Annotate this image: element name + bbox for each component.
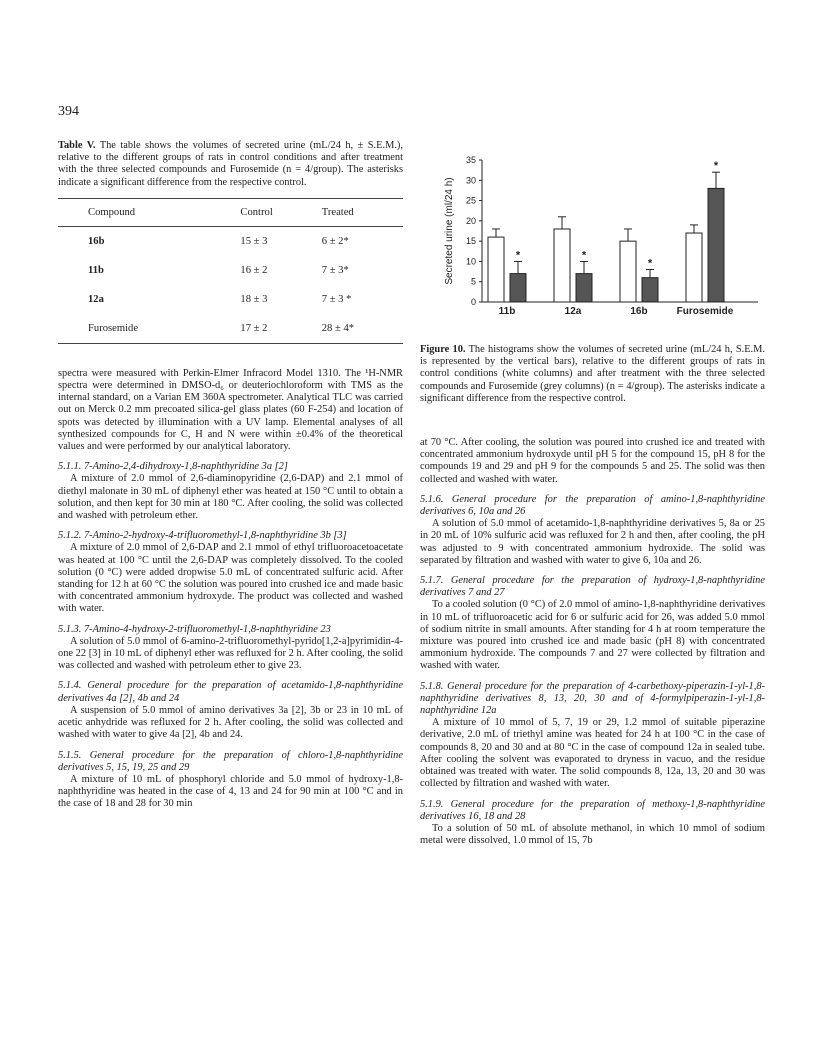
cell-control: 18 ± 3 (240, 293, 268, 305)
figure-caption (420, 344, 765, 405)
section-heading-5-1-2: 5.1.2. 7-Amino-2-hydroxy-4-trifluoromethyl-1,8-naphthyridine 3b [3] (58, 530, 347, 542)
y-tick-label: 20 (465, 215, 476, 226)
x-tick-label: 16b (630, 306, 648, 317)
x-tick-label: 11b (498, 306, 516, 317)
section-heading-5-1-1: 5.1.1. 7-Amino-2,4-dihydroxy-1,8-naphthyridine 3a [2] (58, 461, 288, 473)
figure-caption-text: The histograms show the volumes of secreted urine (mL/24 h, S.E.M. is represented by the vertical bars), relative to the different groups of rats in control conditions (white columns) and after treatment with the three selected compounds and Furosemide (grey columns) (n = 4/group). The asterisks indicate a significant difference from the respective control. (420, 344, 765, 404)
cell-compound: 12a (88, 293, 104, 305)
table-row (58, 314, 403, 344)
y-tick-label: 0 (470, 297, 476, 307)
paragraph-5-1-2: A mixture of 2.0 mmol of 2,6-DAP and 2.1 mmol of ethyl trifluoroacetoacetate was heated at 100 °C until the 2,6-DAP was completely dissolved. To the cooled solution (0 °C) were added dropwise 5.0 mL of concentrated sulfuric acid. After standing for 12 h at 60 °C the solution was poured into crushed ice and made basic with concentrated ammonium hydroxyde. The product was collected and washed with water. (58, 542, 403, 615)
cell-control: 17 ± 2 (240, 314, 321, 344)
paragraph-continued: at 70 °C. After cooling, the solution was poured into crushed ice and treated with concentrated ammonium hydroxyde until pH 5 for the compound 15, pH 8 for the compounds 19 and 29 and pH 9 for the compounds 5 and 25. The solid was then collected and washed with water. (420, 437, 765, 485)
cell-treated: 28 ± 4* (322, 314, 403, 344)
cell-compound: 16b (88, 235, 105, 247)
paragraph-spectra: spectra were measured with Perkin-Elmer Infracord Model 1310. The ¹H-NMR spectra were determined in DMSO-d₆ or deuteriochloroform with TMS as the internal standard, on a Varian EM 360A spectrometer. Analytical TLC was carried out on Merck 0.2 mm precoated silica-gel glass plates (60 F-254) and location of spots was detected by illumination with a UV lamp. Elemental analyses of all synthesized compounds for C, H and N were within ±0.4% of the theoretical values and were performed by our analytical laboratory. (58, 367, 403, 453)
significance-asterisk: * (647, 257, 653, 270)
control-bar (488, 237, 504, 302)
y-axis-label: Secreted urine (ml/24 h) (444, 177, 455, 285)
x-tick-label: 12a (564, 306, 582, 317)
treated-bar (708, 188, 724, 302)
table-caption-text: The table shows the volumes of secreted urine (mL/24 h, ± S.E.M.), relative to the different groups of rats in control conditions and after treatment with the three selected compounds and Furosemide (n = 4/group). The asterisks indicate a significant difference from the respective control. (58, 140, 403, 188)
paragraph-5-1-8: A mixture of 10 mmol of 5, 7, 19 or 29, 1.2 mmol of suitable piperazine derivative, 2.0 mL of triethyl amine was heated for 24 h at 100 °C in the case of compounds 8, 20 and 30 and at 80 °C in the case of compound 12a in sealed tube. After cooling the solvent was evaporated to dryness in vacuo, and the residue obtained was treated with water. The solid compounds 8, 12a, 13, 20 and 30 was collected by filtration and washed with water. (420, 717, 765, 790)
bar-chart (440, 150, 760, 322)
header-control: Control (240, 198, 321, 226)
cell-treated: 6 ± 2* (321, 235, 349, 247)
paragraph-5-1-4: A suspension of 5.0 mmol of amino derivatives 3a [2], 3b or 23 in 10 mL of acetic anhydride was refluxed for 2 h. After cooling, the solid was collected and washed with water to give 4a [2], 4b and 24. (58, 704, 403, 741)
table-row (58, 256, 403, 285)
treated-bar (576, 274, 592, 302)
section-heading-5-1-8: 5.1.8. General procedure for the preparation of 4-carbethoxy-piperazin-1-yl-1,8-naphthyridine derivatives 8, 13, 20, 30 and of 4-formylpiperazin-1-yl-1,8-naphthyridine 12a (420, 680, 765, 717)
figure-10-chart (440, 150, 760, 322)
figure-caption-label: Figure 10. (420, 344, 466, 355)
control-bar (554, 229, 570, 302)
section-heading-5-1-7: 5.1.7. General procedure for the preparation of hydroxy-1,8-naphthyridine derivatives 7 and 27 (420, 575, 765, 599)
cell-treated: 7 ± 3* (321, 264, 349, 276)
control-bar (620, 241, 636, 302)
significance-asterisk: * (581, 249, 587, 262)
urine-volume-table (58, 198, 403, 344)
y-tick-label: 15 (465, 236, 476, 247)
cell-control: 15 ± 3 (240, 235, 268, 247)
table-caption (58, 140, 403, 189)
y-tick-label: 35 (465, 155, 476, 165)
section-heading-5-1-9: 5.1.9. General procedure for the preparation of methoxy-1,8-naphthyridine derivatives 16, 18 and 28 (420, 798, 765, 822)
y-tick-label: 30 (465, 175, 476, 186)
page-number: 394 (58, 104, 79, 119)
paragraph-5-1-9: To a solution of 50 mL of absolute methanol, in which 10 mmol of sodium metal were dissolved, 1.0 mmol of 15, 7b (420, 822, 765, 847)
paragraph-5-1-6: A solution of 5.0 mmol of acetamido-1,8-naphthyridine derivatives 5, 8a or 25 in 20 mL of 10% sulfuric acid was refluxed for 2 h and then, after cooling, the pH was adjusted to 9 with concentrated ammonium hydroxide. The solid was separated by filtration and washed with water to give 6, 10a and 26. (420, 518, 765, 566)
y-tick-label: 25 (465, 195, 476, 206)
right-column (420, 344, 765, 847)
table-row (58, 226, 403, 256)
control-bar (686, 233, 702, 302)
y-tick-label: 5 (470, 276, 476, 287)
header-treated: Treated (322, 198, 403, 226)
section-heading-5-1-3: 5.1.3. 7-Amino-4-hydroxy-2-trifluoromethyl-1,8-naphthyridine 23 (58, 623, 331, 635)
table-header-row (58, 198, 403, 226)
cell-compound: 11b (88, 264, 104, 276)
table-caption-label: Table V. (58, 140, 96, 151)
significance-asterisk: * (515, 249, 521, 262)
cell-control: 16 ± 2 (240, 264, 268, 276)
treated-bar (642, 278, 658, 302)
header-compound: Compound (58, 198, 240, 226)
paragraph-5-1-7: To a cooled solution (0 °C) of 2.0 mmol of amino-1,8-naphthyridine derivatives in 10 mL of trifluoroacetic acid for 6 or sulfuric acid for 26, was added 5.0 mmol of sodium nitrite in small amounts. After standing for 4 h at room temperature the mixture was poured into crushed ice and made basic (pH 8) with concentrated ammonium hydroxide. The compounds 7 and 27 were collected by filtration and washed with water. (420, 599, 765, 672)
paragraph-5-1-5: A mixture of 10 mL of phosphoryl chloride and 5.0 mmol of hydroxy-1,8-naphthyridine was heated in the case of 4, 13 and 24 for 90 min at 100 °C and in the case of 18 and 28 for 30 min (58, 773, 403, 810)
cell-compound: Furosemide (58, 314, 240, 344)
treated-bar (510, 274, 526, 302)
cell-treated: 7 ± 3 * (321, 293, 352, 305)
significance-asterisk: * (713, 160, 719, 173)
paragraph-5-1-3: A solution of 5.0 mmol of 6-amino-2-trifluoromethyl-pyrido[1,2-a]pyrimidin-4-one 22 [3] in 10 mL of diphenyl ether was refluxed for 2 h. After cooling, the solid was collected and washed with petroleum ether to give 23. (58, 635, 403, 672)
section-heading-5-1-6: 5.1.6. General procedure for the preparation of amino-1,8-naphthyridine derivatives 6, 10a and 26 (420, 493, 765, 518)
left-column (58, 140, 403, 811)
section-heading-5-1-4: 5.1.4. General procedure for the preparation of acetamido-1,8-naphthyridine derivatives 4a [2], 4b and 24 (58, 680, 403, 704)
x-tick-label: Furosemide (676, 306, 734, 317)
section-heading-5-1-5: 5.1.5. General procedure for the preparation of chloro-1,8-naphthyridine derivatives 5, 15, 19, 25 and 29 (58, 749, 403, 773)
y-tick-label: 10 (465, 256, 476, 267)
table-row (58, 285, 403, 314)
paragraph-5-1-1: A mixture of 2.0 mmol of 2,6-diaminopyridine (2,6-DAP) and 2.1 mmol of diethyl malonate in 30 mL of diphenyl ether was heated at 150 °C until to obtain a solution, and then kept for 30 min at 180 °C. After cooling, the solid was collected and washed with petroleum ether. (58, 473, 403, 522)
